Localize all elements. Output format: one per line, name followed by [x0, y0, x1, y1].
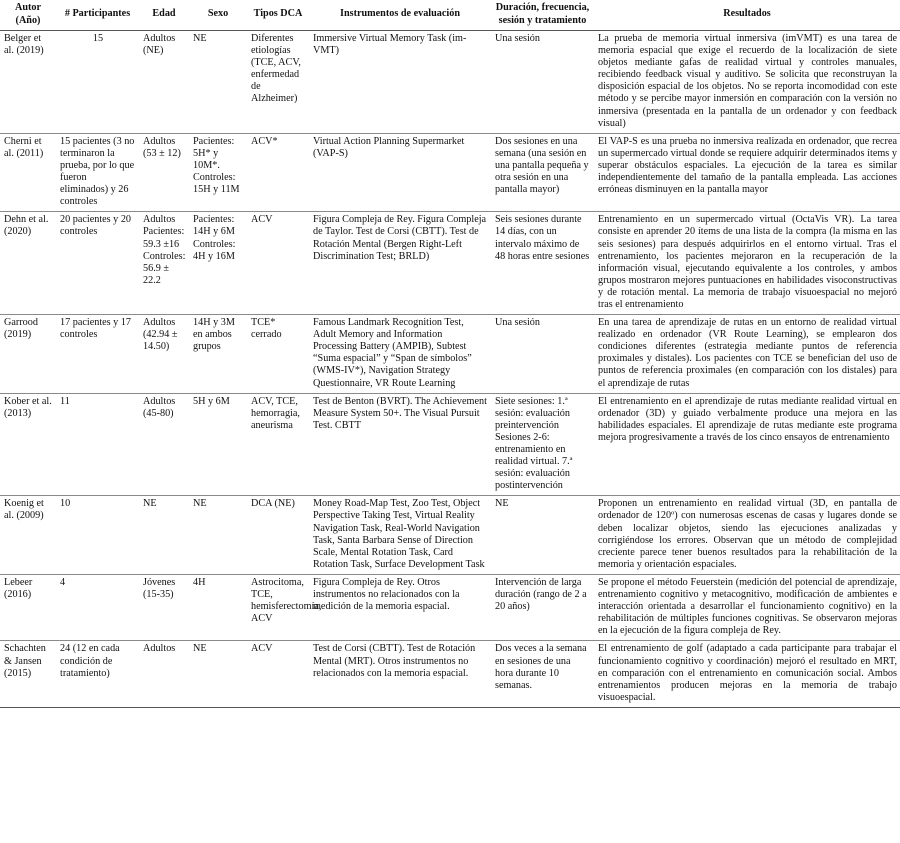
cell-duracion: Seis sesiones durante 14 días, con un intervalo máximo de 48 horas entre sesiones — [491, 212, 594, 315]
table-row — [0, 641, 900, 707]
cell-sexo: NE — [189, 496, 247, 575]
cell-participantes: 4 — [56, 574, 139, 640]
cell-participantes: 17 pacientes y 17 controles — [56, 315, 139, 394]
table-row — [0, 133, 900, 212]
cell-autor: Cherni et al. (2011) — [0, 133, 56, 212]
cell-participantes: 20 pacientes y 20 controles — [56, 212, 139, 315]
cell-edad: NE — [139, 496, 189, 575]
cell-autor: Kober et al. (2013) — [0, 393, 56, 496]
cell-instrumentos: Money Road-Map Test, Zoo Test, Object Perspective Taking Test, Virtual Reality Navigation Task, Real-World Navigation Task, Santa Barbara Sense of Direction Scale, Mental Rotation Task, Card Rotation Task, Surface Development Task — [309, 496, 491, 575]
cell-sexo: 4H — [189, 574, 247, 640]
table-row — [0, 315, 900, 394]
cell-tipos: ACV, TCE, hemorragia, aneurisma — [247, 393, 309, 496]
cell-sexo: 5H y 6M — [189, 393, 247, 496]
cell-sexo: Pacientes: 5H* y 10M*. Controles: 15H y 11M — [189, 133, 247, 212]
cell-duracion: Siete sesiones: 1.ª sesión: evaluación preintervención Sesiones 2-6: entrenamiento en realidad virtual. 7.ª sesión: evaluación postintervención — [491, 393, 594, 496]
cell-autor: Lebeer (2016) — [0, 574, 56, 640]
cell-resultados: Entrenamiento en un supermercado virtual (OctaVis VR). La tarea consiste en aprender 20 ítems de una lista de la compra (la misma en las seis sesiones) para después adquirirlos en el entorno virtual. Tras el entrenamiento, los pacientes mejoraron en la recuperación de la información visual, ejecutando equivalente a los controles, y ambos grupos mostraron mejores puntuaciones en habilidades visoconstructivas y de rotación mental. La memoria de trabajo visuoespacial no mejoró tras el entrenamiento — [594, 212, 900, 315]
header-autor: Autor (Año) — [0, 0, 56, 31]
cell-tipos: ACV — [247, 641, 309, 707]
cell-tipos: ACV — [247, 212, 309, 315]
cell-tipos: Diferentes etiologías (TCE, ACV, enfermedad de Alzheimer) — [247, 31, 309, 134]
cell-edad: Adultos (53 ± 12) — [139, 133, 189, 212]
cell-tipos: ACV* — [247, 133, 309, 212]
cell-resultados: Proponen un entrenamiento en realidad virtual (3D, en pantalla de ordenador de 120º) con numerosas escenas de casas y lugares donde se deben localizar objetos, siendo las ejecuciones analizadas y corrigiéndose los errores. Observan que un método de complejidad creciente parece tener buenos resultados para la rehabilitación de la memoria y orientación espaciales. — [594, 496, 900, 575]
cell-resultados: El entrenamiento en el aprendizaje de rutas mediante realidad virtual en ordenador (3D) y guiado verbalmente produce una mejora en las habilidades espaciales. El aprendizaje de rutas mediante este programa mejora progresivamente a través de los cinco ensayos de entrenamiento — [594, 393, 900, 496]
cell-sexo: NE — [189, 641, 247, 707]
cell-edad: Adultos (NE) — [139, 31, 189, 134]
cell-edad: Adultos (45-80) — [139, 393, 189, 496]
cell-duracion: Una sesión — [491, 31, 594, 134]
cell-duracion: Intervención de larga duración (rango de 2 a 20 años) — [491, 574, 594, 640]
cell-instrumentos: Figura Compleja de Rey. Otros instrumentos no relacionados con la medición de la memoria espacial. — [309, 574, 491, 640]
header-sexo: Sexo — [189, 0, 247, 31]
cell-resultados: La prueba de memoria virtual inmersiva (imVMT) es una tarea de memoria espacial que exige el recuerdo de la localización de siete objetos mediante gafas de realidad virtual y controles manuales, recibiendo feedback visual y auditivo. Se solicita que reconstruyan la disposición espacial de los objetos. No se reporta incomodidad con este método y se percibe mayor inmersión en comparación con la versión no inmersiva (presentada en la pantalla de un ordenador y con feedback visual) — [594, 31, 900, 134]
cell-resultados: Se propone el método Feuerstein (medición del potencial de aprendizaje, entrenamiento cognitivo y metacognitivo, modificación de ambientes e interacción orientada a desarrollar el funcionamiento cognitivo) en la rehabilitación de múltiples funciones cognitivas. Se observaron mejoras en la ejecución de la figura compleja de Rey. — [594, 574, 900, 640]
cell-duracion: Dos sesiones en una semana (una sesión en una pantalla pequeña y otra sesión en una pantalla mayor) — [491, 133, 594, 212]
cell-participantes: 15 — [56, 31, 139, 134]
cell-edad: Adultos — [139, 641, 189, 707]
cell-autor: Schachten & Jansen (2015) — [0, 641, 56, 707]
table-row — [0, 31, 900, 134]
cell-sexo: Pacientes: 14H y 6M Controles: 4H y 16M — [189, 212, 247, 315]
cell-instrumentos: Test de Corsi (CBTT). Test de Rotación Mental (MRT). Otros instrumentos no relacionados con la memoria espacial. — [309, 641, 491, 707]
cell-duracion: Una sesión — [491, 315, 594, 394]
cell-duracion: Dos veces a la semana en sesiones de una hora durante 10 semanas. — [491, 641, 594, 707]
cell-sexo: 14H y 3M en ambos grupos — [189, 315, 247, 394]
cell-tipos: DCA (NE) — [247, 496, 309, 575]
cell-resultados: En una tarea de aprendizaje de rutas en un entorno de realidad virtual realizado en ordenador (VR Route Learning), se emplearon dos condiciones diferentes (estrategia mediante puntos de referencia proximales y distales). Los pacientes con TCE se benefician del uso de puntos de referencia proximales (en comparación con los distales) para el aprendizaje de rutas — [594, 315, 900, 394]
cell-edad: Jóvenes (15-35) — [139, 574, 189, 640]
table-row — [0, 212, 900, 315]
table-row — [0, 574, 900, 640]
header-participantes: # Participantes — [56, 0, 139, 31]
cell-resultados: El entrenamiento de golf (adaptado a cada participante para trabajar el funcionamiento cognitivo y coordinación) mejoró el resultado en MRT, en comparación con el entrenamiento en comunicación social. Ambos entrenamientos producen mejoras en la memoria de trabajo visuoespacial. — [594, 641, 900, 707]
header-duracion: Duración, frecuencia, sesión y tratamiento — [491, 0, 594, 31]
cell-participantes: 24 (12 en cada condición de tratamiento) — [56, 641, 139, 707]
header-row — [0, 0, 900, 31]
header-tipos: Tipos DCA — [247, 0, 309, 31]
header-resultados: Resultados — [594, 0, 900, 31]
cell-autor: Garrood (2019) — [0, 315, 56, 394]
cell-participantes: 15 pacientes (3 no terminaron la prueba, por lo que fueron eliminados) y 26 controles — [56, 133, 139, 212]
cell-instrumentos: Famous Landmark Recognition Test, Adult Memory and Information Processing Battery (AMPIB), Subtest “Suma espacial” y “Span de símbolos” (WMS-IV*), Navigation Strategy Questionnaire, VR Route Learning — [309, 315, 491, 394]
cell-instrumentos: Virtual Action Planning Supermarket (VAP-S) — [309, 133, 491, 212]
table-row — [0, 496, 900, 575]
cell-tipos: Astrocitoma, TCE, hemisferectomía, ACV — [247, 574, 309, 640]
cell-resultados: El VAP-S es una prueba no inmersiva realizada en ordenador, que recrea un supermercado virtual donde se requiere adquirir determinados ítems y superar obstáculos espaciales. La ejecución de la tarea es similar independientemente del tamaño de la pantalla empleada. Las acciones erróneas disminuyen en la pantalla mayor — [594, 133, 900, 212]
cell-instrumentos: Test de Benton (BVRT). The Achievement Measure System 50+. The Visual Pursuit Test. CBTT — [309, 393, 491, 496]
cell-autor: Belger et al. (2019) — [0, 31, 56, 134]
header-edad: Edad — [139, 0, 189, 31]
header-instrumentos: Instrumentos de evaluación — [309, 0, 491, 31]
cell-sexo: NE — [189, 31, 247, 134]
cell-tipos: TCE* cerrado — [247, 315, 309, 394]
cell-instrumentos: Figura Compleja de Rey. Figura Compleja de Taylor. Test de Corsi (CBTT). Test de Rotación Mental (Bergen Right-Left Discrimination Test; BRLD) — [309, 212, 491, 315]
cell-instrumentos: Immersive Virtual Memory Task (im-VMT) — [309, 31, 491, 134]
cell-edad: Adultos Pacientes: 59.3 ±16 Controles: 56.9 ± 22.2 — [139, 212, 189, 315]
table-row — [0, 393, 900, 496]
cell-autor: Dehn et al. (2020) — [0, 212, 56, 315]
cell-duracion: NE — [491, 496, 594, 575]
cell-edad: Adultos (42.94 ± 14.50) — [139, 315, 189, 394]
cell-autor: Koenig et al. (2009) — [0, 496, 56, 575]
cell-participantes: 10 — [56, 496, 139, 575]
cell-participantes: 11 — [56, 393, 139, 496]
